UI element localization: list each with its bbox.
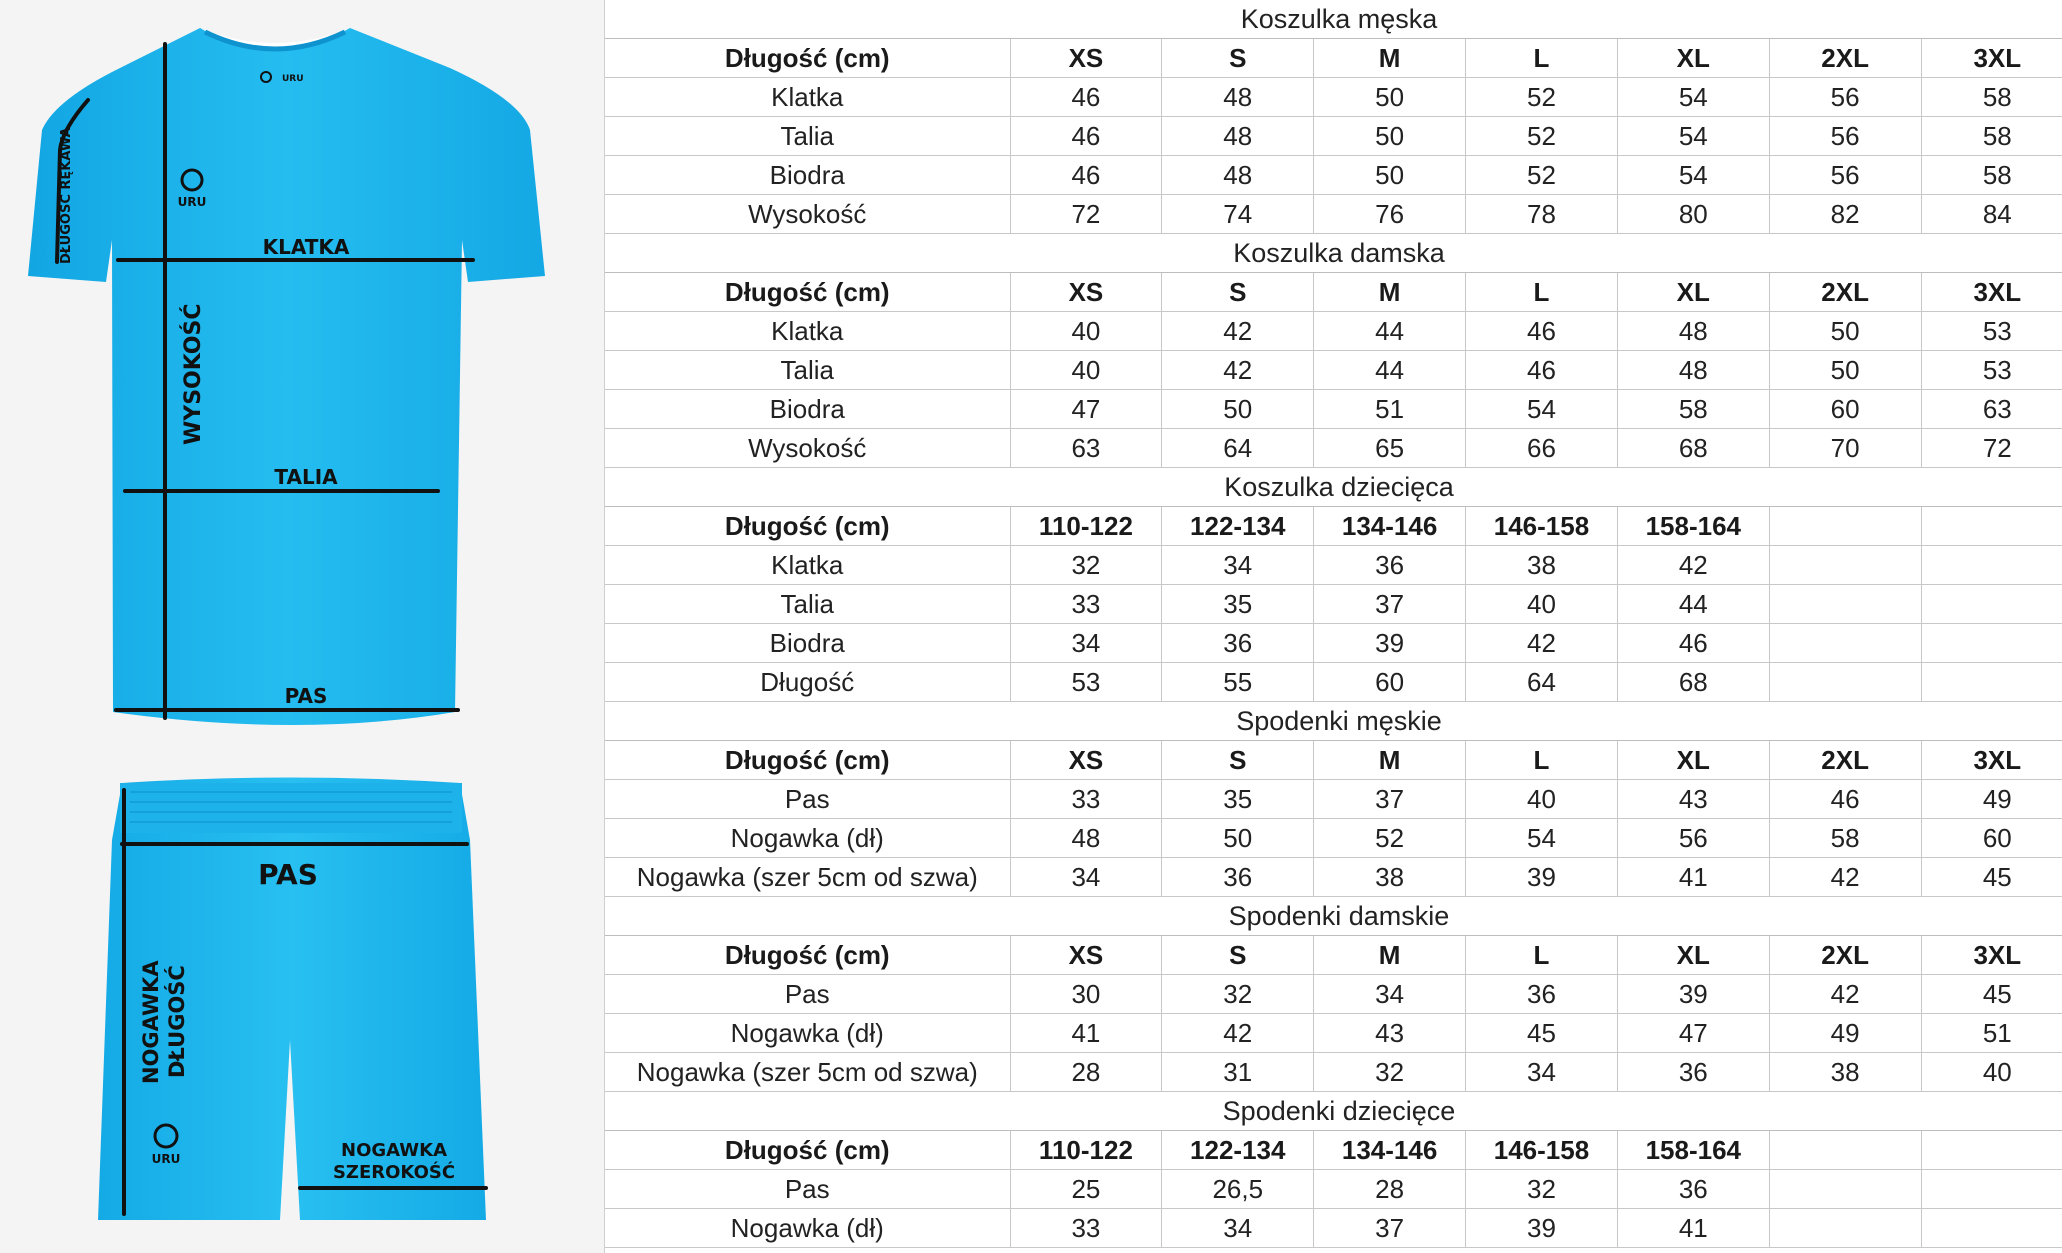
value-cell: 55 — [1162, 663, 1314, 702]
row-label-cell: Biodra — [605, 624, 1010, 663]
value-cell: 38 — [1314, 858, 1466, 897]
table-header-row — [605, 273, 2062, 312]
value-cell: 52 — [1466, 156, 1618, 195]
value-cell: 34 — [1162, 546, 1314, 585]
table-row — [605, 663, 2062, 702]
value-cell: 34 — [1162, 1209, 1314, 1248]
value-cell: 58 — [1921, 78, 2062, 117]
header-size-cell: XS — [1010, 39, 1162, 78]
value-cell: 56 — [1769, 156, 1921, 195]
value-cell: 53 — [1921, 312, 2062, 351]
value-cell: 49 — [1921, 780, 2062, 819]
header-size-cell — [1769, 507, 1921, 546]
value-cell: 36 — [1162, 624, 1314, 663]
value-cell: 51 — [1314, 390, 1466, 429]
table-section-title-row — [605, 0, 2062, 39]
table-section-title-row — [605, 897, 2062, 936]
table-row — [605, 117, 2062, 156]
value-cell: 48 — [1010, 819, 1162, 858]
section-title: Spodenki męskie — [605, 702, 2062, 741]
section-title: Koszulka damska — [605, 234, 2062, 273]
value-cell: 82 — [1769, 195, 1921, 234]
value-cell: 40 — [1921, 1053, 2062, 1092]
value-cell: 43 — [1617, 780, 1769, 819]
value-cell: 36 — [1617, 1170, 1769, 1209]
header-size-cell: S — [1162, 936, 1314, 975]
value-cell: 42 — [1162, 351, 1314, 390]
value-cell — [1921, 1209, 2062, 1248]
value-cell: 48 — [1162, 156, 1314, 195]
value-cell: 53 — [1010, 663, 1162, 702]
value-cell: 48 — [1617, 351, 1769, 390]
garment-diagram — [0, 0, 604, 1253]
shorts-label-leg-length-1: NOGAWKA — [139, 960, 163, 1084]
value-cell: 54 — [1466, 390, 1618, 429]
value-cell: 49 — [1769, 1014, 1921, 1053]
value-cell: 66 — [1466, 429, 1618, 468]
value-cell: 65 — [1314, 429, 1466, 468]
value-cell: 28 — [1010, 1053, 1162, 1092]
value-cell: 31 — [1162, 1053, 1314, 1092]
value-cell: 51 — [1921, 1014, 2062, 1053]
row-label-cell: Pas — [605, 1170, 1010, 1209]
value-cell: 41 — [1010, 1014, 1162, 1053]
value-cell: 80 — [1617, 195, 1769, 234]
value-cell — [1921, 1170, 2062, 1209]
header-size-cell: 3XL — [1921, 741, 2062, 780]
table-row — [605, 780, 2062, 819]
value-cell: 58 — [1921, 117, 2062, 156]
row-label-cell: Nogawka (szer 5cm od szwa) — [605, 858, 1010, 897]
tshirt-neck-logo-text: URU — [282, 74, 304, 84]
value-cell: 36 — [1314, 546, 1466, 585]
row-label-cell: Nogawka (dł) — [605, 1014, 1010, 1053]
header-size-cell: XL — [1617, 39, 1769, 78]
row-label-cell: Biodra — [605, 390, 1010, 429]
table-row — [605, 585, 2062, 624]
value-cell: 25 — [1010, 1170, 1162, 1209]
table-row — [605, 156, 2062, 195]
value-cell — [1921, 585, 2062, 624]
value-cell: 41 — [1617, 1209, 1769, 1248]
value-cell: 33 — [1010, 780, 1162, 819]
value-cell — [1921, 663, 2062, 702]
size-table — [605, 0, 2062, 1248]
table-section-title-row — [605, 234, 2062, 273]
table-header-row — [605, 741, 2062, 780]
value-cell: 39 — [1466, 1209, 1618, 1248]
table-row — [605, 1014, 2062, 1053]
table-row — [605, 1170, 2062, 1209]
value-cell: 68 — [1617, 429, 1769, 468]
value-cell: 52 — [1466, 78, 1618, 117]
value-cell: 40 — [1466, 780, 1618, 819]
value-cell: 36 — [1617, 1053, 1769, 1092]
header-size-cell: M — [1314, 741, 1466, 780]
value-cell: 39 — [1466, 858, 1618, 897]
header-size-cell: 146-158 — [1466, 507, 1618, 546]
value-cell: 32 — [1314, 1053, 1466, 1092]
value-cell: 52 — [1314, 819, 1466, 858]
value-cell: 39 — [1617, 975, 1769, 1014]
value-cell: 45 — [1466, 1014, 1618, 1053]
row-label-cell: Pas — [605, 780, 1010, 819]
row-label-cell: Talia — [605, 585, 1010, 624]
value-cell — [1769, 585, 1921, 624]
value-cell: 32 — [1010, 546, 1162, 585]
value-cell: 50 — [1162, 819, 1314, 858]
row-label-cell: Nogawka (dł) — [605, 819, 1010, 858]
garment-diagram-panel — [0, 0, 604, 1253]
table-row — [605, 429, 2062, 468]
header-size-cell: M — [1314, 273, 1466, 312]
shorts-label-leg-width-2: SZEROKOŚĆ — [332, 1162, 456, 1183]
table-row — [605, 78, 2062, 117]
value-cell: 72 — [1010, 195, 1162, 234]
header-size-cell: 122-134 — [1162, 507, 1314, 546]
value-cell: 45 — [1921, 858, 2062, 897]
row-label-cell: Pas — [605, 975, 1010, 1014]
header-label-cell: Długość (cm) — [605, 39, 1010, 78]
value-cell: 26,5 — [1162, 1170, 1314, 1209]
value-cell: 50 — [1314, 78, 1466, 117]
value-cell: 46 — [1466, 351, 1618, 390]
size-tables-panel — [604, 0, 2062, 1253]
header-size-cell: 110-122 — [1010, 1131, 1162, 1170]
header-size-cell: S — [1162, 273, 1314, 312]
row-label-cell: Nogawka (dł) — [605, 1209, 1010, 1248]
value-cell: 74 — [1162, 195, 1314, 234]
value-cell: 48 — [1162, 78, 1314, 117]
table-header-row — [605, 507, 2062, 546]
tshirt-label-height: WYSOKOŚĆ — [181, 303, 206, 445]
value-cell: 46 — [1617, 624, 1769, 663]
value-cell: 44 — [1617, 585, 1769, 624]
header-size-cell: 122-134 — [1162, 1131, 1314, 1170]
value-cell — [1769, 1170, 1921, 1209]
value-cell: 50 — [1314, 156, 1466, 195]
value-cell: 60 — [1769, 390, 1921, 429]
value-cell: 36 — [1466, 975, 1618, 1014]
value-cell: 40 — [1010, 312, 1162, 351]
value-cell: 35 — [1162, 585, 1314, 624]
value-cell: 34 — [1010, 624, 1162, 663]
value-cell — [1921, 624, 2062, 663]
tshirt-label-waist: TALIA — [274, 465, 338, 489]
value-cell: 46 — [1010, 78, 1162, 117]
value-cell — [1769, 1209, 1921, 1248]
value-cell: 46 — [1769, 780, 1921, 819]
header-label-cell: Długość (cm) — [605, 936, 1010, 975]
table-header-row — [605, 936, 2062, 975]
value-cell: 37 — [1314, 1209, 1466, 1248]
header-size-cell: XS — [1010, 741, 1162, 780]
section-title: Koszulka męska — [605, 0, 2062, 39]
header-size-cell: 3XL — [1921, 273, 2062, 312]
section-title: Koszulka dziecięca — [605, 468, 2062, 507]
value-cell: 43 — [1314, 1014, 1466, 1053]
table-row — [605, 546, 2062, 585]
header-size-cell: S — [1162, 741, 1314, 780]
header-label-cell: Długość (cm) — [605, 507, 1010, 546]
value-cell: 40 — [1466, 585, 1618, 624]
value-cell: 54 — [1466, 819, 1618, 858]
tshirt-label-sleeve: DŁUGOŚĆ RĘKAWA — [59, 127, 74, 264]
value-cell: 54 — [1617, 117, 1769, 156]
header-size-cell: 3XL — [1921, 936, 2062, 975]
value-cell: 54 — [1617, 156, 1769, 195]
value-cell: 32 — [1162, 975, 1314, 1014]
value-cell: 76 — [1314, 195, 1466, 234]
header-size-cell: L — [1466, 936, 1618, 975]
table-header-row — [605, 39, 2062, 78]
header-size-cell: S — [1162, 39, 1314, 78]
value-cell: 32 — [1466, 1170, 1618, 1209]
table-row — [605, 1209, 2062, 1248]
value-cell: 42 — [1769, 858, 1921, 897]
shorts-label-waistband: PAS — [258, 858, 318, 891]
value-cell: 35 — [1162, 780, 1314, 819]
header-size-cell: M — [1314, 39, 1466, 78]
value-cell: 44 — [1314, 351, 1466, 390]
value-cell: 47 — [1010, 390, 1162, 429]
value-cell: 40 — [1010, 351, 1162, 390]
value-cell: 58 — [1769, 819, 1921, 858]
value-cell: 34 — [1010, 858, 1162, 897]
value-cell: 46 — [1010, 156, 1162, 195]
value-cell: 37 — [1314, 585, 1466, 624]
value-cell: 34 — [1314, 975, 1466, 1014]
shorts-logo-text: URU — [151, 1152, 181, 1166]
header-size-cell — [1921, 507, 2062, 546]
value-cell: 39 — [1314, 624, 1466, 663]
value-cell: 48 — [1162, 117, 1314, 156]
value-cell: 34 — [1466, 1053, 1618, 1092]
row-label-cell: Talia — [605, 117, 1010, 156]
row-label-cell: Talia — [605, 351, 1010, 390]
header-size-cell: 2XL — [1769, 936, 1921, 975]
table-row — [605, 975, 2062, 1014]
value-cell: 68 — [1617, 663, 1769, 702]
value-cell: 36 — [1162, 858, 1314, 897]
value-cell: 56 — [1769, 78, 1921, 117]
header-label-cell: Długość (cm) — [605, 273, 1010, 312]
row-label-cell: Wysokość — [605, 429, 1010, 468]
value-cell: 45 — [1921, 975, 2062, 1014]
value-cell: 78 — [1466, 195, 1618, 234]
header-size-cell — [1921, 1131, 2062, 1170]
tshirt-label-hem: PAS — [284, 684, 328, 708]
row-label-cell: Klatka — [605, 312, 1010, 351]
header-label-cell: Długość (cm) — [605, 1131, 1010, 1170]
table-section-title-row — [605, 1092, 2062, 1131]
header-size-cell: 2XL — [1769, 39, 1921, 78]
header-size-cell: 158-164 — [1617, 1131, 1769, 1170]
value-cell: 28 — [1314, 1170, 1466, 1209]
value-cell: 42 — [1617, 546, 1769, 585]
header-size-cell: 3XL — [1921, 39, 2062, 78]
value-cell: 46 — [1466, 312, 1618, 351]
value-cell: 54 — [1617, 78, 1769, 117]
tshirt-illustration — [28, 28, 545, 725]
row-label-cell: Klatka — [605, 78, 1010, 117]
header-size-cell: XS — [1010, 273, 1162, 312]
tshirt-logo-text: URU — [177, 195, 207, 209]
value-cell: 33 — [1010, 1209, 1162, 1248]
table-row — [605, 819, 2062, 858]
value-cell: 38 — [1769, 1053, 1921, 1092]
table-row — [605, 351, 2062, 390]
table-row — [605, 312, 2062, 351]
value-cell: 42 — [1769, 975, 1921, 1014]
table-row — [605, 390, 2062, 429]
value-cell: 50 — [1162, 390, 1314, 429]
value-cell: 33 — [1010, 585, 1162, 624]
header-size-cell: L — [1466, 39, 1618, 78]
header-size-cell: L — [1466, 273, 1618, 312]
header-label-cell: Długość (cm) — [605, 741, 1010, 780]
table-row — [605, 195, 2062, 234]
header-size-cell: 2XL — [1769, 273, 1921, 312]
value-cell: 50 — [1769, 312, 1921, 351]
header-size-cell: 110-122 — [1010, 507, 1162, 546]
table-row — [605, 624, 2062, 663]
header-size-cell: L — [1466, 741, 1618, 780]
header-size-cell: 134-146 — [1314, 507, 1466, 546]
header-size-cell: 146-158 — [1466, 1131, 1618, 1170]
value-cell: 30 — [1010, 975, 1162, 1014]
value-cell: 84 — [1921, 195, 2062, 234]
tshirt-label-chest: KLATKA — [262, 235, 350, 259]
value-cell: 58 — [1921, 156, 2062, 195]
value-cell: 38 — [1466, 546, 1618, 585]
header-size-cell: 134-146 — [1314, 1131, 1466, 1170]
header-size-cell: 2XL — [1769, 741, 1921, 780]
value-cell: 50 — [1769, 351, 1921, 390]
value-cell: 46 — [1010, 117, 1162, 156]
value-cell — [1769, 624, 1921, 663]
value-cell: 72 — [1921, 429, 2062, 468]
value-cell: 48 — [1617, 312, 1769, 351]
value-cell: 53 — [1921, 351, 2062, 390]
value-cell: 52 — [1466, 117, 1618, 156]
header-size-cell: XL — [1617, 741, 1769, 780]
value-cell — [1769, 663, 1921, 702]
table-row — [605, 858, 2062, 897]
value-cell — [1769, 546, 1921, 585]
value-cell: 37 — [1314, 780, 1466, 819]
table-section-title-row — [605, 468, 2062, 507]
value-cell: 58 — [1617, 390, 1769, 429]
header-size-cell: XL — [1617, 936, 1769, 975]
header-size-cell: M — [1314, 936, 1466, 975]
row-label-cell: Nogawka (szer 5cm od szwa) — [605, 1053, 1010, 1092]
header-size-cell — [1769, 1131, 1921, 1170]
value-cell: 64 — [1162, 429, 1314, 468]
header-size-cell: 158-164 — [1617, 507, 1769, 546]
value-cell: 56 — [1769, 117, 1921, 156]
value-cell: 42 — [1162, 1014, 1314, 1053]
section-title: Spodenki dziecięce — [605, 1092, 2062, 1131]
value-cell: 42 — [1162, 312, 1314, 351]
value-cell: 60 — [1921, 819, 2062, 858]
row-label-cell: Długość — [605, 663, 1010, 702]
row-label-cell: Biodra — [605, 156, 1010, 195]
row-label-cell: Wysokość — [605, 195, 1010, 234]
header-size-cell: XS — [1010, 936, 1162, 975]
value-cell: 63 — [1010, 429, 1162, 468]
header-size-cell: XL — [1617, 273, 1769, 312]
value-cell: 63 — [1921, 390, 2062, 429]
value-cell: 44 — [1314, 312, 1466, 351]
section-title: Spodenki damskie — [605, 897, 2062, 936]
value-cell: 41 — [1617, 858, 1769, 897]
value-cell: 60 — [1314, 663, 1466, 702]
value-cell: 64 — [1466, 663, 1618, 702]
value-cell: 50 — [1314, 117, 1466, 156]
shorts-label-leg-width-1: NOGAWKA — [341, 1140, 447, 1161]
value-cell: 70 — [1769, 429, 1921, 468]
shorts-label-leg-length-2: DŁUGOŚĆ — [165, 965, 189, 1078]
value-cell — [1921, 546, 2062, 585]
value-cell: 56 — [1617, 819, 1769, 858]
value-cell: 47 — [1617, 1014, 1769, 1053]
row-label-cell: Klatka — [605, 546, 1010, 585]
value-cell: 42 — [1466, 624, 1618, 663]
table-header-row — [605, 1131, 2062, 1170]
table-row — [605, 1053, 2062, 1092]
table-section-title-row — [605, 702, 2062, 741]
